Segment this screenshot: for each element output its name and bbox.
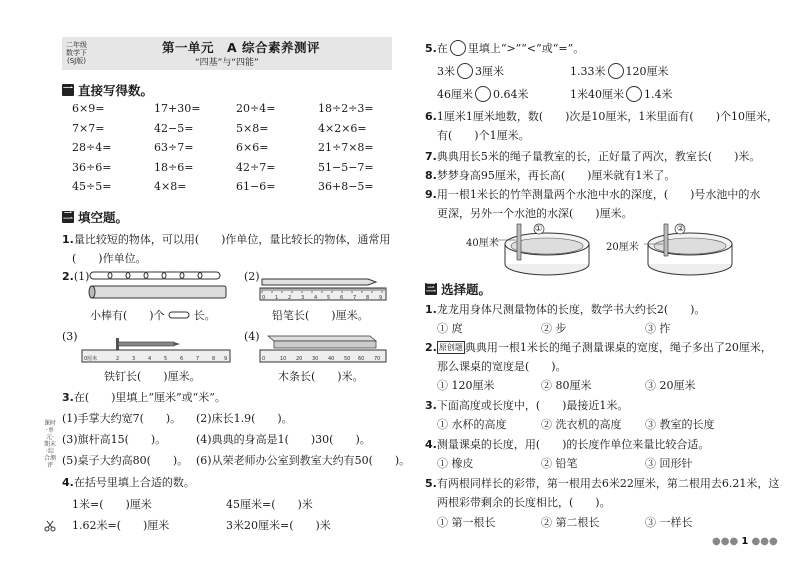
arith-item: 42−5= — [154, 121, 194, 135]
arith-item: 7×7= — [72, 121, 105, 135]
mc4-question: 4.测量课桌的长度，用( )的长度作单位来量比较合适。 — [425, 438, 710, 451]
section-1-heading: 一 直接写得数。 — [63, 83, 154, 98]
svg-text:0厘米: 0厘米 — [84, 356, 98, 362]
page-number: ●●● 1 ●●● — [712, 536, 778, 547]
svg-text:30: 30 — [312, 356, 319, 362]
q5-item-4: 1米40厘米 1.4米 — [570, 88, 673, 101]
section-3-heading: 三 选择题。 — [426, 282, 492, 297]
arith-item: 18÷6= — [154, 160, 194, 174]
pool-2-label: 20厘米 — [606, 242, 639, 253]
q3-item-3: (3)旗杆高15( )。 — [62, 433, 167, 446]
svg-text:5: 5 — [327, 295, 331, 301]
svg-text:2: 2 — [116, 356, 120, 362]
paperclip-icon — [168, 311, 190, 319]
svg-text:40: 40 — [328, 356, 335, 362]
arith-item: 17+30= — [154, 102, 201, 115]
pool-2-number: ② — [677, 224, 685, 233]
arith-item: 42÷7= — [236, 160, 276, 174]
mc2-option-1[interactable]: ① 120厘米 — [437, 379, 495, 392]
page-title: 第一单元 A 综合素养测评 — [162, 40, 321, 55]
q5-item-2: 1.33米 120厘米 — [570, 65, 669, 78]
q2-caption-3: 铁钉长( )厘米。 — [104, 370, 201, 383]
arith-item: 18÷2÷3= — [318, 102, 374, 115]
svg-text:60: 60 — [358, 356, 365, 362]
svg-text:20: 20 — [296, 356, 303, 362]
svg-text:2: 2 — [288, 295, 292, 301]
q2-part3-label: (3) — [62, 330, 78, 343]
mc5-option-3[interactable]: ③ 一样长 — [645, 516, 693, 529]
pool-1-number: ① — [535, 224, 543, 233]
scissors-icon — [44, 520, 56, 532]
page-subtitle: “四基”与“四能” — [195, 58, 259, 68]
svg-text:9: 9 — [224, 356, 228, 362]
q5-title: 5.在 里填上“>”“<”或“=”。 — [425, 42, 585, 55]
nail-ruler-figure — [80, 334, 232, 364]
svg-text:7: 7 — [196, 356, 200, 362]
q9-line2: 更深，另外一个水池的水深( )厘米。 — [437, 207, 633, 220]
svg-text:8: 8 — [212, 356, 216, 362]
compare-circle-2[interactable] — [608, 63, 624, 79]
svg-text:6: 6 — [340, 295, 344, 301]
q3-item-2: (2)床长1.9( )。 — [196, 412, 293, 425]
q4-item-1: 1米=( )厘米 — [72, 498, 152, 511]
mc5-line1: 5.有两根同样长的彩带，第一根用去6米22厘米，第二根用去6.21米，这 — [425, 477, 780, 490]
svg-text:1: 1 — [275, 295, 279, 301]
arith-item: 51−5−7= — [318, 160, 374, 174]
q9-line1: 9.用一根1米长的竹竿测量两个水池中水的深度，( )号水池中的水 — [425, 188, 761, 201]
pool-1-label: 40厘米 — [466, 238, 499, 249]
mc1-option-3[interactable]: ③ 拃 — [645, 322, 671, 335]
mc1-option-2[interactable]: ② 步 — [541, 322, 567, 335]
svg-text:3: 3 — [132, 356, 136, 362]
mc4-option-3[interactable]: ③ 回形针 — [645, 457, 693, 470]
compare-circle-icon — [450, 40, 466, 56]
arith-item: 63÷7= — [154, 141, 194, 154]
q2-part2-label: (2) — [244, 270, 260, 283]
q4-item-4: 3米20厘米=( )米 — [226, 519, 331, 532]
arith-item: 61−6= — [236, 180, 276, 193]
mc4-option-1[interactable]: ① 橡皮 — [437, 457, 474, 470]
mc1-option-1[interactable]: ① 庹 — [437, 322, 463, 335]
compare-circle-3[interactable] — [475, 86, 491, 102]
q5-item-3: 46厘米 0.64米 — [437, 88, 529, 101]
original-badge: 原创题 — [438, 343, 463, 352]
q4-title: 4.在括号里填上合适的数。 — [62, 476, 195, 489]
mc3-question: 3.下面高度或长度中，( )最接近1米。 — [425, 399, 629, 412]
q1-line1: 1.量比较短的物体，可以用( )作单位，量比较长的物体，通常用 — [62, 233, 391, 246]
pencil-ruler-figure — [258, 270, 388, 304]
mc2-option-2[interactable]: ② 80厘米 — [541, 379, 592, 392]
compare-circle-4[interactable] — [626, 86, 642, 102]
svg-text:8: 8 — [366, 295, 370, 301]
arith-item: 21÷7×8= — [318, 141, 374, 154]
pool-1-figure — [462, 222, 592, 280]
arith-item: 45÷5= — [72, 180, 112, 193]
q2-caption-2: 铅笔长( )厘米。 — [272, 309, 369, 322]
mc5-option-1[interactable]: ① 第一根长 — [437, 516, 496, 529]
q3-title: 3.在( )里填上“厘米”或“米”。 — [62, 391, 226, 404]
mc2-option-3[interactable]: ③ 20厘米 — [645, 379, 696, 392]
arith-item: 28÷4= — [72, 141, 112, 154]
mc4-option-2[interactable]: ② 铅笔 — [541, 457, 578, 470]
svg-text:4: 4 — [148, 356, 152, 362]
arith-item: 36+8−5= — [318, 180, 374, 193]
arith-item: 6×9= — [72, 102, 105, 115]
arith-item: 4×2×6= — [318, 121, 367, 135]
paperclip-stick-figure — [88, 270, 234, 304]
arith-item: 6×6= — [236, 141, 269, 154]
pool-2-figure — [640, 222, 740, 280]
q5-item-1: 3米 3厘米 — [437, 65, 504, 78]
q3-item-5: (5)桌子大约高80( )。 — [62, 454, 189, 467]
svg-text:9: 9 — [379, 295, 383, 301]
mc3-option-3[interactable]: ③ 教室的长度 — [645, 418, 715, 431]
binding-sidebar: 课时·单元·期末·综合测评 — [44, 420, 57, 469]
mc3-option-2[interactable]: ② 洗衣机的高度 — [541, 418, 622, 431]
svg-text:0: 0 — [262, 295, 266, 301]
q6-line2: 有( )个1厘米。 — [437, 129, 530, 142]
mc2-line1: 2. 原创题 典典用一根1米长的绳子测量课桌的宽度，绳子多出了20厘米， — [425, 341, 772, 354]
arith-item: 20÷4= — [236, 102, 276, 115]
q3-item-4: (4)典典的身高是1( )30( )。 — [196, 433, 371, 446]
q6-line1: 6.1厘米1厘米地数，数( )次是10厘米，1米里面有( )个10厘米， — [425, 110, 778, 123]
svg-text:5: 5 — [164, 356, 168, 362]
svg-text:4: 4 — [314, 295, 318, 301]
wood-strip-figure — [258, 332, 388, 364]
q4-item-3: 1.62米=( )厘米 — [72, 519, 170, 532]
arith-item: 36÷6= — [72, 160, 112, 174]
compare-circle-1[interactable] — [457, 63, 473, 79]
q3-item-1: (1)手掌大约宽7( )。 — [62, 412, 182, 425]
q2-part4-label: (4) — [244, 330, 260, 343]
q8: 8.梦梦身高95厘米，再长高( )厘米就有1米了。 — [425, 169, 676, 182]
svg-text:3: 3 — [301, 295, 305, 301]
grade-label: 二年级 数学下 (SJ版) — [66, 41, 87, 65]
mc1-question: 1.龙龙用身体尺测量物体的长度，数学书大约长2( )。 — [425, 303, 706, 316]
svg-text:0: 0 — [262, 356, 266, 362]
mc5-line2: 两根彩带剩余的长度相比，( )。 — [437, 496, 611, 509]
section-2-heading: 二 填空题。 — [63, 210, 129, 225]
svg-text:7: 7 — [353, 295, 357, 301]
mc5-option-2[interactable]: ② 第二根长 — [541, 516, 600, 529]
q7: 7.典典用长5米的绳子量教室的长，正好量了两次，教室长( )米。 — [425, 150, 761, 163]
q1-line2: ( )作单位。 — [72, 252, 147, 265]
svg-text:50: 50 — [344, 356, 351, 362]
q2-caption-1: 小棒有( )个 长。 — [90, 309, 216, 322]
svg-text:10: 10 — [280, 356, 287, 362]
svg-text:70: 70 — [374, 356, 381, 362]
arith-item: 4×8= — [154, 180, 187, 193]
q3-item-6: (6)从荣老师办公室到教室大约有50( )。 — [196, 454, 411, 467]
q2-label: 2.(1) — [62, 270, 90, 283]
mc3-option-1[interactable]: ① 水杯的高度 — [437, 418, 507, 431]
q4-item-2: 45厘米=( )米 — [226, 498, 313, 511]
arith-item: 5×8= — [236, 121, 269, 135]
mc2-line2: 那么课桌的宽度是( )。 — [437, 360, 567, 373]
svg-text:6: 6 — [180, 356, 184, 362]
q2-caption-4: 木条长( )米。 — [278, 370, 364, 383]
